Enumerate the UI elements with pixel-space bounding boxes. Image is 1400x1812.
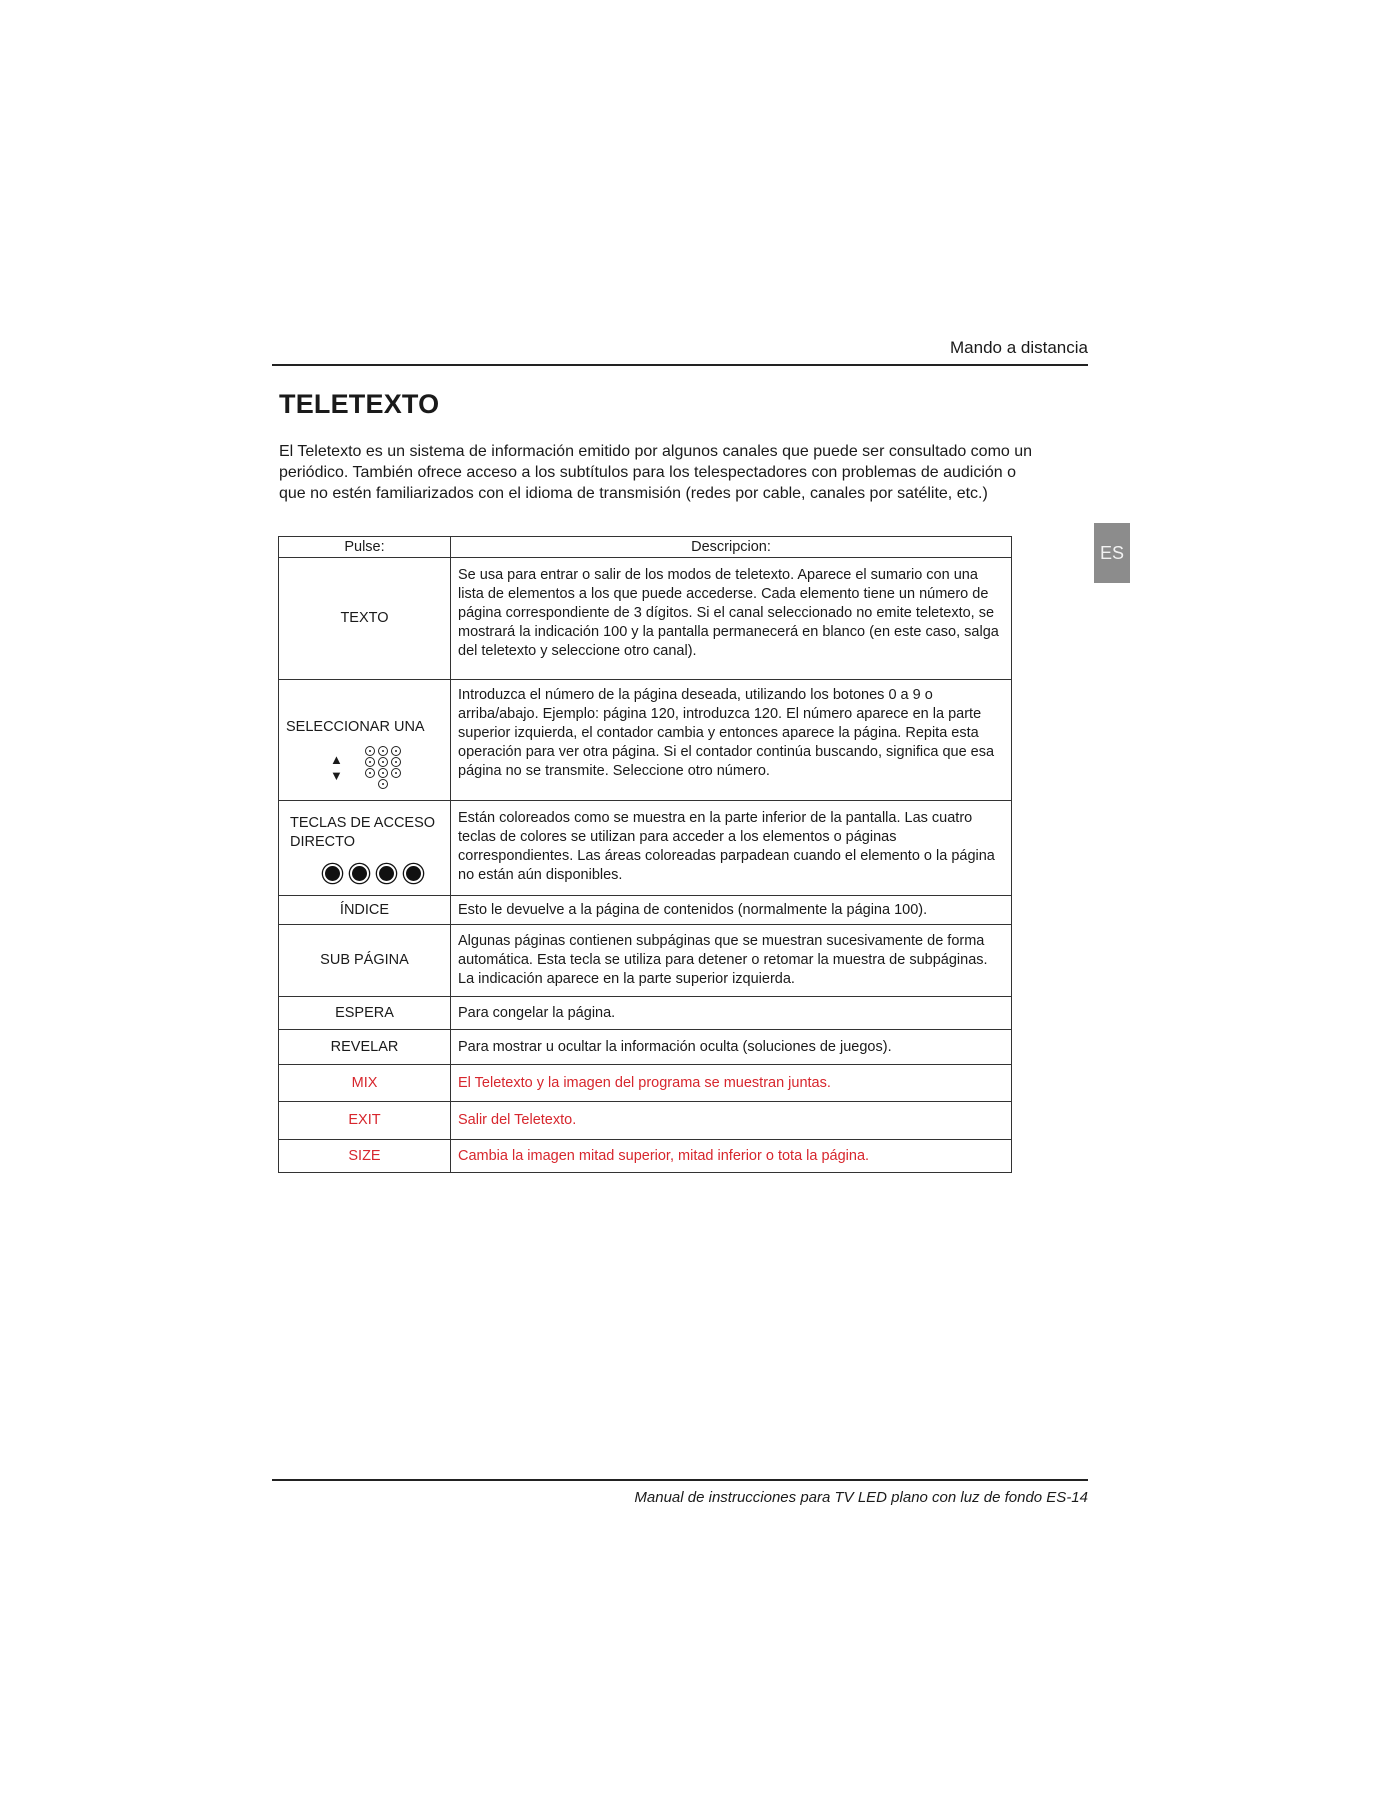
key-cell: REVELAR bbox=[279, 1030, 451, 1065]
red-key-icon bbox=[323, 864, 342, 883]
description-cell: Para mostrar u ocultar la información oculta (soluciones de juegos). bbox=[451, 1030, 1012, 1065]
digit-key-icon bbox=[378, 768, 388, 778]
table-row bbox=[279, 558, 1012, 680]
description-cell: Cambia la imagen mitad superior, mitad inferior o tota la página. bbox=[451, 1140, 1012, 1173]
table-row bbox=[279, 801, 1012, 896]
intro-paragraph: El Teletexto es un sistema de información emitido por algunos canales que puede ser consultado como un periódico. También ofrece acceso a los subtítulos para los telespectadores con problemas de audición o que no estén familiarizados con el idioma de transmisión (redes por cable, canales por satélite, etc.) bbox=[279, 443, 1033, 502]
table-row bbox=[279, 1030, 1012, 1065]
digit-key-icon bbox=[365, 768, 375, 778]
footer-rule bbox=[272, 1479, 1088, 1481]
page-title: TELETEXTO bbox=[279, 389, 440, 419]
arrow-down-icon: ▼ bbox=[330, 767, 343, 783]
description-cell: Esto le devuelve a la página de contenidos (normalmente la página 100). bbox=[451, 896, 1012, 925]
description-cell: Para congelar la página. bbox=[451, 997, 1012, 1030]
table-row bbox=[279, 997, 1012, 1030]
description-cell: Salir del Teletexto. bbox=[451, 1102, 1012, 1140]
navigation-icons bbox=[330, 746, 443, 789]
description-cell: Están coloreados como se muestra en la parte inferior de la pantalla. Las cuatro teclas de colores se utilizan para acceder a los elementos o páginas correspondientes. Las áreas coloreadas parpadean cuando el elemento o la página no están aún disponibles. bbox=[451, 801, 1012, 896]
arrow-up-icon: ▲ bbox=[330, 751, 343, 767]
key-cell: ÍNDICE bbox=[279, 896, 451, 925]
key-cell: MIX bbox=[279, 1065, 451, 1102]
page-footer: Manual de instrucciones para TV LED plano con luz de fondo ES-14 bbox=[634, 1489, 1088, 1506]
teletext-keys-table bbox=[278, 536, 1012, 1173]
table-header-row bbox=[279, 537, 1012, 558]
table-row bbox=[279, 1102, 1012, 1140]
number-keypad-icon bbox=[365, 746, 401, 789]
header-description: Descripcion: bbox=[451, 537, 1012, 558]
key-cell: SIZE bbox=[279, 1140, 451, 1173]
key-cell: TEXTO bbox=[279, 558, 451, 680]
digit-key-icon bbox=[378, 746, 388, 756]
digit-key-icon bbox=[365, 757, 375, 767]
section-header: Mando a distancia bbox=[950, 338, 1088, 357]
table-row bbox=[279, 925, 1012, 997]
key-label: TECLAS DE ACCESO DIRECTO bbox=[290, 814, 436, 850]
header-rule bbox=[272, 364, 1088, 366]
digit-key-icon bbox=[391, 768, 401, 778]
digit-key-icon bbox=[391, 746, 401, 756]
digit-key-icon bbox=[378, 779, 388, 789]
description-cell: Algunas páginas contienen subpáginas que se muestran sucesivamente de forma automática. Esta tecla se utiliza para detener o retomar la muestra de subpáginas. La indicación aparece en la parte superior izquierda. bbox=[451, 925, 1012, 997]
description-cell: El Teletexto y la imagen del programa se muestran juntas. bbox=[451, 1065, 1012, 1102]
description-cell: Se usa para entrar o salir de los modos de teletexto. Aparece el sumario con una lista de elementos a los que puede accederse. Cada elemento tiene un número de página correspondiente de 3 dígitos. Si el canal seleccionado no emite teletexto, se mostrará la indicación 100 y la pantalla permanecerá en blanco (en este caso, salga del teletexto y seleccione otro canal). bbox=[451, 558, 1012, 680]
key-cell bbox=[279, 801, 451, 896]
color-keys-icon bbox=[323, 864, 443, 883]
key-cell bbox=[279, 680, 451, 801]
table-row bbox=[279, 680, 1012, 801]
table-row bbox=[279, 1140, 1012, 1173]
table-row bbox=[279, 896, 1012, 925]
key-cell: EXIT bbox=[279, 1102, 451, 1140]
key-cell: ESPERA bbox=[279, 997, 451, 1030]
digit-key-icon bbox=[365, 746, 375, 756]
header-key: Pulse: bbox=[279, 537, 451, 558]
description-cell: Introduzca el número de la página deseada, utilizando los botones 0 a 9 o arriba/abajo. Ejemplo: página 120, introduzca 120. El número aparece en la parte superior izquierda, el contador cambia y entonces aparece la página. Repita esta operación para ver otra página. Si el contador continúa buscando, significa que esa página no se transmite. Seleccione otro número. bbox=[451, 680, 1012, 801]
key-label: SELECCIONAR UNA bbox=[286, 719, 425, 735]
arrow-keys bbox=[330, 752, 343, 784]
digit-key-icon bbox=[378, 757, 388, 767]
table-row bbox=[279, 1065, 1012, 1102]
blue-key-icon bbox=[404, 864, 423, 883]
yellow-key-icon bbox=[377, 864, 396, 883]
key-cell: SUB PÁGINA bbox=[279, 925, 451, 997]
digit-key-icon bbox=[391, 757, 401, 767]
language-tab: ES bbox=[1094, 523, 1130, 583]
green-key-icon bbox=[350, 864, 369, 883]
